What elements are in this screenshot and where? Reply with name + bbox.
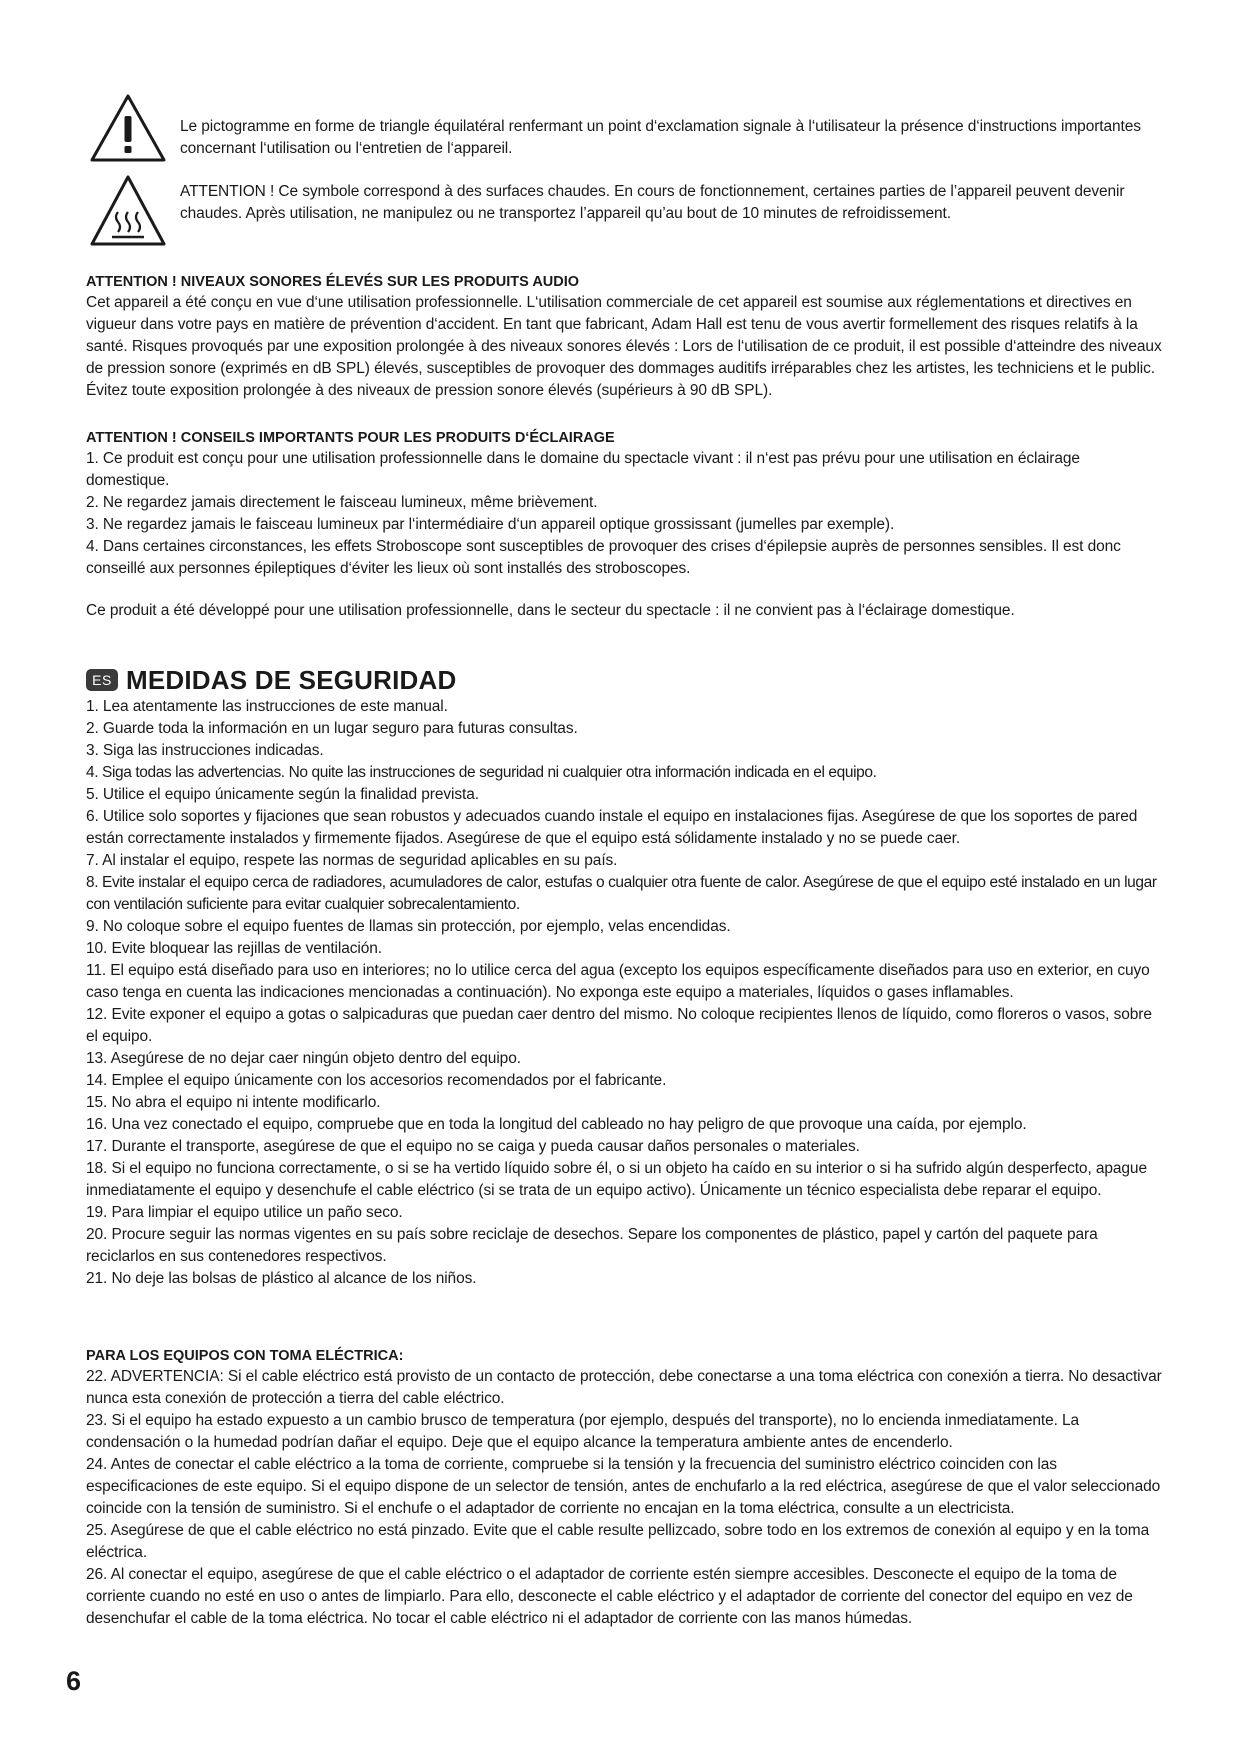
list-item: 19. Para limpiar el equipo utilice un paño seco. [86, 1204, 403, 1221]
hot-surface-triangle-icon [88, 172, 168, 248]
list-item: 8. Evite instalar el equipo cerca de radiadores, acumuladores de calor, estufas o cualquier otra fuente de calor. Asegúrese de que el equipo esté instalado en un lugar con ventilación suficiente para evitar cualquier sobrecalentamiento. [86, 874, 1157, 913]
list-item: 25. Asegúrese de que el cable eléctrico no está pinzado. Evite que el cable resulte pellizcado, sobre todo en los extremos de conexión al equipo y en la toma eléctrica. [86, 1522, 1150, 1561]
safety-list [86, 696, 1166, 1290]
lighting-note-text: Ce produit a été développé pour une utilisation professionnelle, dans le secteur du spectacle : il ne convient pas à l‘éclairage domestique. [86, 602, 1015, 619]
list-item: 6. Utilice solo soportes y fijaciones que sean robustos y adecuados cuando instale el equipo en instalaciones fijas. Asegúrese de que los soportes de pared están correctamente instalados y firmemente fijados. Asegúrese de que el equipo está sólidamente instalado y no se puede caer. [86, 808, 1138, 847]
list-item: 16. Una vez conectado el equipo, compruebe que en toda la longitud del cableado no hay peligro de que provoque una caída, por ejemplo. [86, 1116, 1027, 1133]
audio-warning-heading: ATTENTION ! NIVEAUX SONORES ÉLEVÉS SUR LES PRODUITS AUDIO [86, 274, 580, 290]
lighting-note [86, 600, 1166, 622]
list-item: 13. Asegúrese de no dejar caer ningún objeto dentro del equipo. [86, 1050, 521, 1067]
list-item: 14. Emplee el equipo únicamente con los accesorios recomendados por el fabricante. [86, 1072, 667, 1089]
list-item: 18. Si el equipo no funciona correctamente, o si se ha vertido líquido sobre él, o si un objeto ha caído en su interior o si ha sufrido algún desperfecto, apague inmediatamente el equipo y desenchufe el cable eléctrico (si se trata de un equipo activo). Únicamente un técnico especialista debe reparar el equipo. [86, 1160, 1147, 1199]
hot-surface-warning-text: ATTENTION ! Ce symbole correspond à des surfaces chaudes. En cours de fonctionnement, certaines parties de l’appareil peuvent devenir chaudes. Après utilisation, ne manipulez ou ne transportez l’appareil qu’au bout de 10 minutes de refroidissement. [180, 183, 1125, 222]
list-item: 4. Dans certaines circonstances, les effets Stroboscope sont susceptibles de provoquer des crises d‘épilepsie auprès de personnes sensibles. Il est donc conseillé aux personnes épileptiques d‘éviter les lieux où sont installés des stroboscopes. [86, 538, 1121, 577]
exclamation-triangle-icon [88, 92, 168, 164]
exclamation-warning-text: Le pictogramme en forme de triangle équilatéral renfermant un point d‘exclamation signale à l‘utilisateur la présence d‘instructions importantes concernant l‘utilisation ou l‘entretien de l‘appareil. [180, 118, 1141, 157]
power-section [86, 1346, 1166, 1630]
section-title-text: MEDIDAS DE SEGURIDAD [126, 664, 457, 695]
exclamation-warning-row [88, 92, 1168, 162]
audio-warning-body: Cet appareil a été conçu en vue d‘une utilisation professionnelle. L‘utilisation commerciale de cet appareil est soumise aux réglementations et directives en vigueur dans votre pays en matière de prévention d‘accident. En tant que fabricant, Adam Hall est tenu de vous avertir formellement des risques relatifs à la santé. Risques provoqués par une exposition prolongée à des niveaux sonores élevés : Lors de l‘utilisation de ce produit, il est possible d‘atteindre des niveaux de pression sonore (exprimés en dB SPL) élevés, susceptibles de provoquer des dommages auditifs irréparables chez les artistes, les techniciens et le public. Évitez toute exposition prolongée à des niveaux de pression sonore élevés (supérieurs à 90 dB SPL). [86, 294, 1162, 399]
list-item: 10. Evite bloquear las rejillas de ventilación. [86, 940, 382, 957]
list-item: 7. Al instalar el equipo, respete las normas de seguridad aplicables en su país. [86, 852, 618, 869]
list-item: 17. Durante el transporte, asegúrese de que el equipo no se caiga y pueda causar daños personales o materiales. [86, 1138, 860, 1155]
list-item: 2. Guarde toda la información en un lugar seguro para futuras consultas. [86, 720, 578, 737]
list-item: 22. ADVERTENCIA: Si el cable eléctrico está provisto de un contacto de protección, debe conectarse a una toma eléctrica con conexión a tierra. No desactivar nunca esta conexión de protección a tierra del cable eléctrico. [86, 1368, 1162, 1407]
list-item: 4. Siga todas las advertencias. No quite las instrucciones de seguridad ni cualquier otra información indicada en el equipo. [86, 764, 877, 781]
list-item: 15. No abra el equipo ni intente modificarlo. [86, 1094, 381, 1111]
power-section-heading: PARA LOS EQUIPOS CON TOMA ELÉCTRICA: [86, 1348, 404, 1364]
lighting-warning-heading: ATTENTION ! CONSEILS IMPORTANTS POUR LES PRODUITS D‘ÉCLAIRAGE [86, 430, 615, 446]
audio-warning-section [86, 272, 1166, 402]
list-item: 26. Al conectar el equipo, asegúrese de que el cable eléctrico o el adaptador de corriente estén siempre accesibles. Desconecte el equipo de la toma de corriente cuando no esté en uso o antes de limpiarlo. Para ello, desconecte el cable eléctrico y el adaptador de corriente del conector del equipo en vez de desenchufar el cable de la toma eléctrica. No tocar el cable eléctrico ni el adaptador de corriente con las manos húmedas. [86, 1566, 1133, 1627]
section-title [86, 665, 456, 695]
list-item: 3. Siga las instrucciones indicadas. [86, 742, 324, 759]
list-item: 23. Si el equipo ha estado expuesto a un cambio brusco de temperatura (por ejemplo, después del transporte), no lo encienda inmediatamente. La condensación o la humedad podrían dañar el equipo. Deje que el equipo alcance la temperatura ambiente antes de encenderlo. [86, 1412, 1080, 1451]
list-item: 9. No coloque sobre el equipo fuentes de llamas sin protección, por ejemplo, velas encendidas. [86, 918, 731, 935]
list-item: 12. Evite exponer el equipo a gotas o salpicaduras que puedan caer dentro del mismo. No coloque recipientes llenos de líquido, como floreros o vasos, sobre el equipo. [86, 1006, 1152, 1045]
list-item: 21. No deje las bolsas de plástico al alcance de los niños. [86, 1270, 477, 1287]
list-item: 1. Ce produit est conçu pour une utilisation professionnelle dans le domaine du spectacle vivant : il n‘est pas prévu pour une utilisation en éclairage domestique. [86, 450, 1080, 489]
list-item: 5. Utilice el equipo únicamente según la finalidad prevista. [86, 786, 479, 803]
list-item: 11. El equipo está diseñado para uso en interiores; no lo utilice cerca del agua (excepto los equipos específicamente diseñados para uso en exterior, en cuyo caso tenga en cuenta las indicaciones mencionadas a continuación). No exponga este equipo a materiales, líquidos o gases inflamables. [86, 962, 1150, 1001]
page-number: 6 [66, 1666, 82, 1696]
list-item: 1. Lea atentamente las instrucciones de este manual. [86, 698, 448, 715]
list-item: 20. Procure seguir las normas vigentes en su país sobre reciclaje de desechos. Separe los componentes de plástico, papel y cartón del paquete para reciclarlos en sus contenedores respectivos. [86, 1226, 1098, 1265]
lighting-warning-section [86, 428, 1166, 580]
list-item: 2. Ne regardez jamais directement le faisceau lumineux, même brièvement. [86, 494, 598, 511]
language-badge: ES [86, 669, 118, 691]
list-item: 3. Ne regardez jamais le faisceau lumineux par l‘intermédiaire d‘un appareil optique grossissant (jumelles par exemple). [86, 516, 895, 533]
hot-surface-warning-row [88, 172, 1168, 250]
list-item: 24. Antes de conectar el cable eléctrico a la toma de corriente, compruebe si la tensión y la frecuencia del suministro eléctrico coinciden con las especificaciones de este equipo. Si el equipo dispone de un selector de tensión, antes de enchufarlo a la red eléctrica, asegúrese de que el valor seleccionado coincide con la tensión de suministro. Si el enchufe o el adaptador de corriente no encajan en la toma eléctrica, consulte a un electricista. [86, 1456, 1161, 1517]
